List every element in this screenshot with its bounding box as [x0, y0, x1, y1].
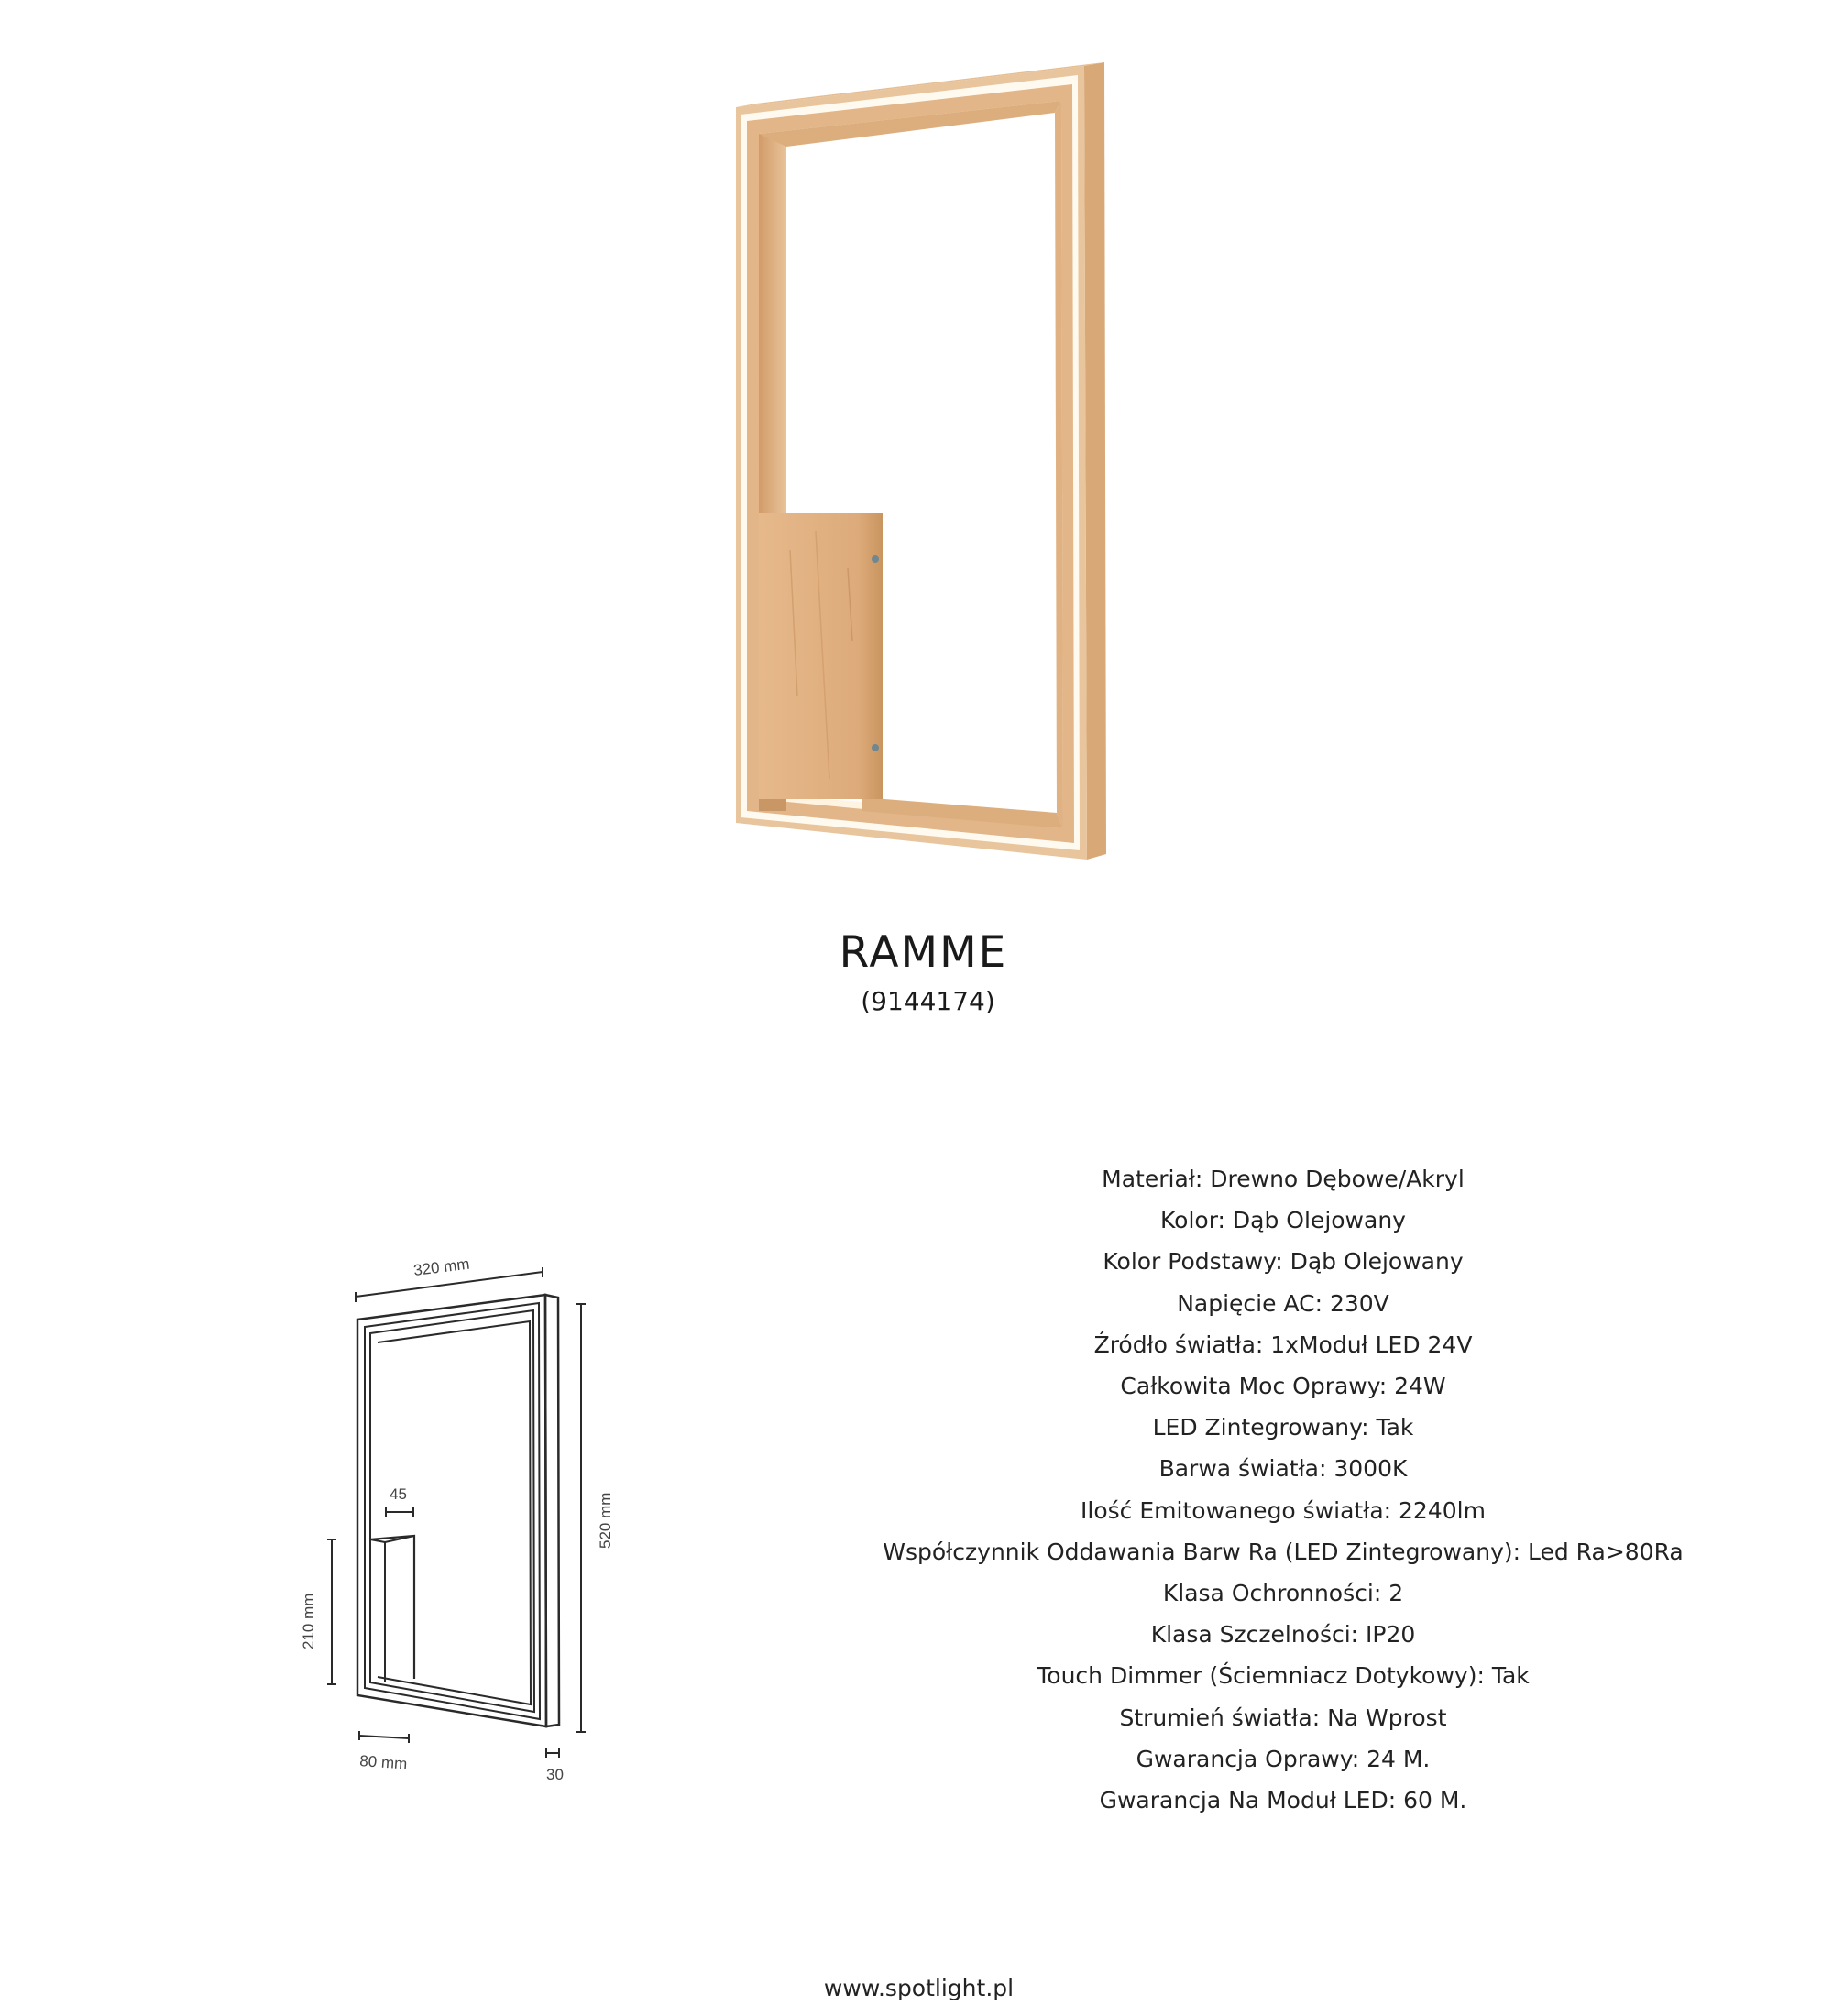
spec-item: Gwarancja Na Moduł LED: 60 M.	[1099, 1787, 1467, 1814]
drawing-base-block-side	[370, 1539, 385, 1682]
spec-item: Klasa Ochronności: 2	[1162, 1580, 1404, 1607]
spec-item: Gwarancja Oprawy: 24 M.	[1136, 1745, 1431, 1772]
product-photo	[0, 0, 1833, 916]
spec-item: Materiał: Drewno Dębowe/Akryl	[1102, 1166, 1465, 1192]
dim-width-label: 320 mm	[412, 1255, 471, 1279]
drawing-base-block	[370, 1536, 414, 1679]
product-title: RAMME	[839, 927, 1008, 978]
drawing-frame-depth	[545, 1295, 559, 1726]
website-link[interactable]: www.spotlight.pl	[823, 1975, 1015, 2001]
screw-icon	[872, 744, 879, 751]
base-block	[759, 513, 883, 811]
spec-item: Napięcie AC: 230V	[1177, 1289, 1389, 1317]
inner-left-bar	[759, 134, 786, 515]
spec-item: Źródło światła: 1xModuł LED 24V	[1093, 1331, 1473, 1358]
dim-height-label: 520 mm	[597, 1492, 614, 1549]
spec-list	[825, 1158, 1741, 1821]
spec-item: Barwa światła: 3000K	[1158, 1455, 1408, 1483]
spec-item: LED Zintegrowany: Tak	[1152, 1414, 1414, 1441]
frame-right-edge	[1084, 62, 1106, 860]
spec-item: Współczynnik Oddawania Barw Ra (LED Zintegrowany): Led Ra>80Ra	[883, 1538, 1684, 1565]
spec-item: Kolor: Dąb Olejowany	[1160, 1207, 1406, 1234]
spec-item: Całkowita Moc Oprawy: 24W	[1120, 1373, 1446, 1400]
base-block-face	[759, 513, 883, 799]
spec-item: Klasa Szczelności: IP20	[1150, 1621, 1416, 1649]
dimension-drawing	[275, 1237, 642, 1805]
spec-item: Touch Dimmer (Ściemniacz Dotykowy): Tak	[1037, 1662, 1530, 1690]
dim-base-height-label: 210 mm	[300, 1593, 317, 1649]
spec-item: Ilość Emitowanego światła: 2240lm	[1081, 1496, 1486, 1524]
product-code: (9144174)	[861, 986, 995, 1016]
spec-item: Strumień światła: Na Wprost	[1119, 1704, 1447, 1731]
dim-depth-label: 30	[546, 1766, 564, 1783]
dim-base-width-label: 80 mm	[358, 1752, 408, 1773]
spec-item: Kolor Podstawy: Dąb Olejowany	[1103, 1248, 1464, 1276]
screw-icon	[872, 555, 879, 563]
dim-base-depth-label: 45	[390, 1485, 407, 1503]
